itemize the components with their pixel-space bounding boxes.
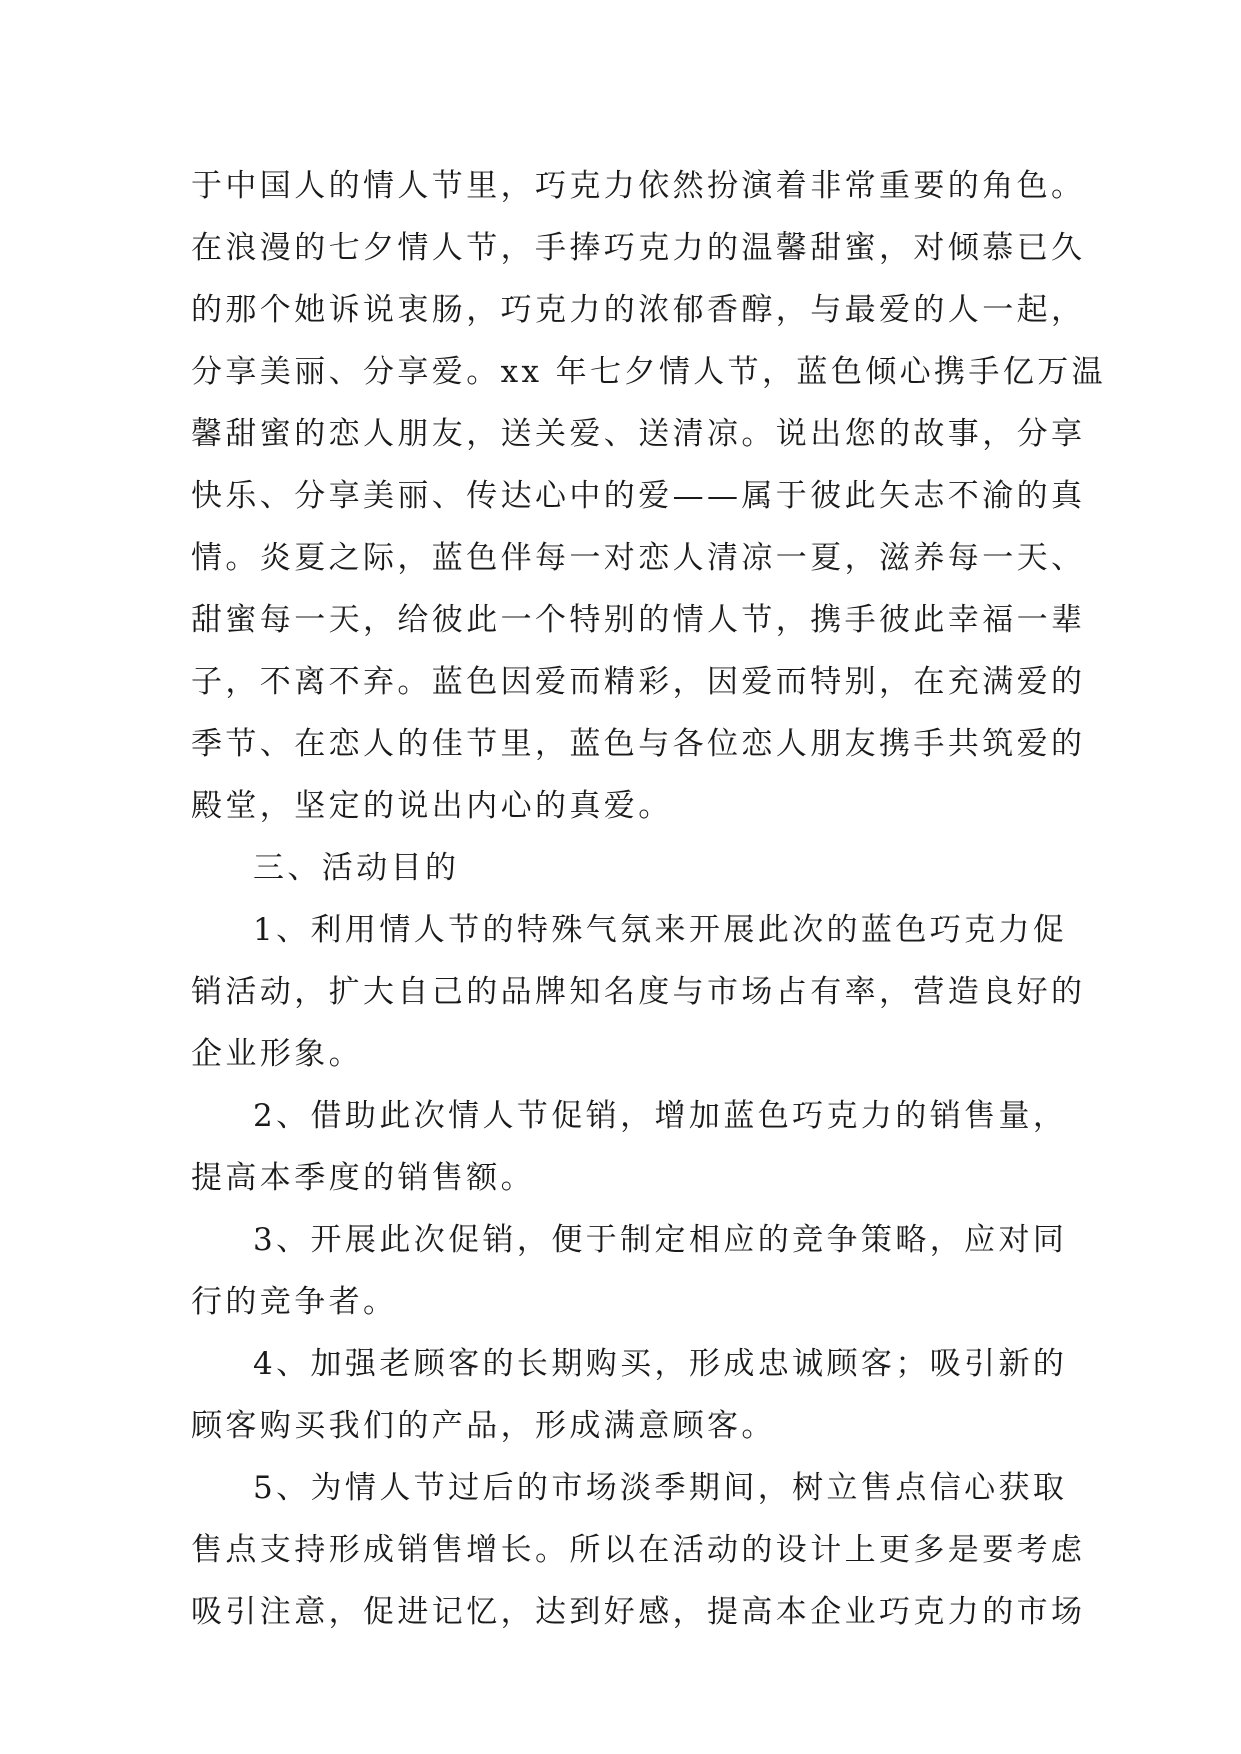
list-item-1-line: 企业形象。 [191,1036,363,1072]
section-heading: 三、活动目的 [253,850,460,886]
body-text-line: 子，不离不弃。蓝色因爱而精彩，因爱而特别，在充满爱的 [191,664,1086,700]
list-item-4-line: 顾客购买我们的产品，形成满意顾客。 [191,1408,776,1444]
body-text-line: 的那个她诉说衷肠，巧克力的浓郁香醇，与最爱的人一起， [191,292,1086,328]
body-text-line: 季节、在恋人的佳节里，蓝色与各位恋人朋友携手共筑爱的 [191,726,1086,762]
list-item-2-line: 2、借助此次情人节促销，增加蓝色巧克力的销售量， [253,1098,1068,1134]
body-text-line: 馨甜蜜的恋人朋友，送关爱、送清凉。说出您的故事，分享 [191,416,1086,452]
list-item-4-line: 4、加强老顾客的长期购买，形成忠诚顾客；吸引新的 [253,1346,1068,1382]
body-text-line: 殿堂，坚定的说出内心的真爱。 [191,788,673,824]
body-text-line: 分享美丽、分享爱。xx 年七夕情人节，蓝色倾心携手亿万温 [191,354,1107,390]
body-text-line: 甜蜜每一天，给彼此一个特别的情人节，携手彼此幸福一辈 [191,602,1086,638]
list-item-5-line: 售点支持形成销售增长。所以在活动的设计上更多是要考虑 [191,1532,1086,1568]
list-item-1-line: 销活动，扩大自己的品牌知名度与市场占有率，营造良好的 [191,974,1086,1010]
body-text-line: 在浪漫的七夕情人节，手捧巧克力的温馨甜蜜，对倾慕已久 [191,230,1086,266]
list-item-5-line: 吸引注意，促进记忆，达到好感，提高本企业巧克力的市场 [191,1594,1086,1630]
body-text-line: 于中国人的情人节里，巧克力依然扮演着非常重要的角色。 [191,168,1086,204]
list-item-1-line: 1、利用情人节的特殊气氛来开展此次的蓝色巧克力促 [253,912,1068,948]
list-item-3-line: 行的竞争者。 [191,1284,398,1320]
list-item-2-line: 提高本季度的销售额。 [191,1160,535,1196]
body-text-line: 情。炎夏之际，蓝色伴每一对恋人清凉一夏，滋养每一天、 [191,540,1086,576]
body-text-line: 快乐、分享美丽、传达心中的爱——属于彼此矢志不渝的真 [191,478,1086,514]
list-item-3-line: 3、开展此次促销，便于制定相应的竞争策略，应对同 [253,1222,1068,1258]
list-item-5-line: 5、为情人节过后的市场淡季期间，树立售点信心获取 [253,1470,1068,1506]
